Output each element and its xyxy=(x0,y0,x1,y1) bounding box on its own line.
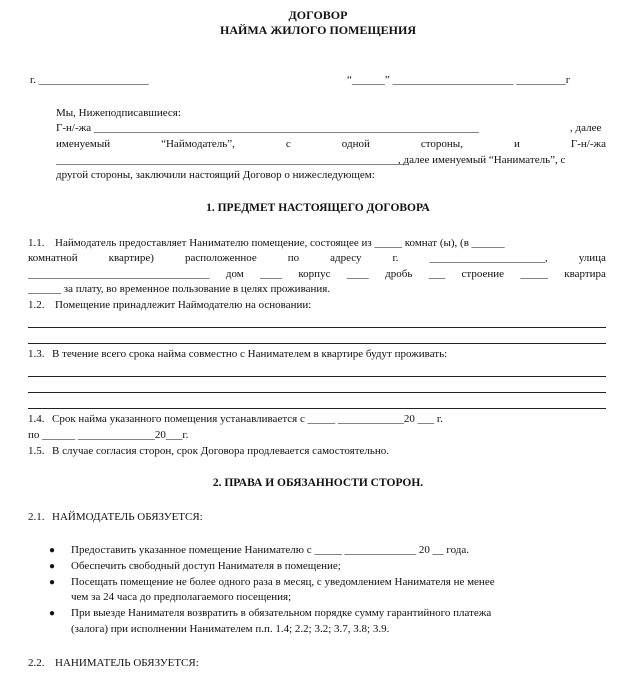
intro-line-1: Мы, Нижеподписавшиеся: xyxy=(56,107,181,119)
landlord-name-field: Г-н/-жа ______________________________________________________________________ xyxy=(56,122,479,134)
clause-1-2-number: 1.2. xyxy=(28,299,45,311)
bullet-icon: ● xyxy=(49,545,56,556)
city-field: г. ____________________ xyxy=(30,74,149,86)
section-2-heading: 2. ПРАВА И ОБЯЗАННОСТИ СТОРОН. xyxy=(212,477,424,489)
clause-1-4-number: 1.4. xyxy=(28,413,45,425)
list-item-continuation: (залога) при исполнении Нанимателем п.п. 1.4; 2.2; 3.2; 3.7, 3.8; 3.9. xyxy=(71,623,390,635)
section-1-heading: 1. ПРЕДМЕТ НАСТОЯЩЕГО ДОГОВОРА xyxy=(206,202,430,214)
date-field: “______” ______________________ _________г xyxy=(347,74,571,86)
list-item: При выезде Нанимателя возвратить в обязательном порядке сумму гарантийного платежа xyxy=(71,607,492,619)
bullet-icon: ● xyxy=(49,561,56,572)
blank-line xyxy=(28,408,606,409)
clause-1-1-line-1: Наймодатель предоставляет Нанимателю помещение, состоящее из _____ комнат (ы), (в ______ xyxy=(55,237,505,249)
bullet-icon: ● xyxy=(49,577,56,588)
clause-1-2-text: Помещение принадлежит Наймодателю на основании: xyxy=(55,299,312,311)
bullet-icon: ● xyxy=(49,608,56,619)
clause-1-4-text: Срок найма указанного помещения устанавливается с _____ ____________20 ___ г. xyxy=(52,413,443,425)
intro-line-2-end: , далее xyxy=(570,122,602,134)
clause-2-1-number: 2.1. xyxy=(28,511,45,523)
clause-2-2-text: НАНИМАТЕЛЬ ОБЯЗУЕТСЯ: xyxy=(55,657,199,669)
list-item: Посещать помещение не более одного раза в месяц, с уведомлением Нанимателя не менее xyxy=(71,576,495,588)
clause-1-3-text: В течение всего срока найма совместно с Нанимателем в квартире будут проживать: xyxy=(52,348,448,360)
intro-line-3: именуемый “Наймодатель”, с одной стороны, и Г-н/-жа xyxy=(56,138,606,150)
clause-1-5-number: 1.5. xyxy=(28,445,45,457)
intro-line-4-end: , далее именуемый “Наниматель”, с xyxy=(398,154,566,166)
clause-1-5-text: В случае согласия сторон, срок Договора продлевается самостоятельно. xyxy=(52,445,390,457)
blank-line xyxy=(28,376,606,377)
tenant-name-field: ________________________________________________________________ xyxy=(56,154,408,166)
clause-2-2-number: 2.2. xyxy=(28,657,45,669)
clause-1-4-line-2: по ______ ______________20___г. xyxy=(28,429,189,441)
document-title: ДОГОВОР xyxy=(288,8,348,22)
clause-2-1-text: НАЙМОДАТЕЛЬ ОБЯЗУЕТСЯ: xyxy=(52,511,203,523)
clause-1-1-line-3: _________________________________ дом ____ корпус ____ дробь ___ строение _____ квартира xyxy=(28,268,606,280)
clause-1-1-number: 1.1. xyxy=(28,237,45,249)
blank-line xyxy=(28,327,606,328)
clause-1-1-line-2: комнатной квартире) расположенное по адресу г. _____________________, улица xyxy=(28,252,606,264)
intro-line-5: другой стороны, заключили настоящий Договор о нижеследующем: xyxy=(56,169,375,181)
document-subtitle: НАЙМА ЖИЛОГО ПОМЕЩЕНИЯ xyxy=(220,23,416,37)
clause-1-3-number: 1.3. xyxy=(28,348,45,360)
blank-line xyxy=(28,392,606,393)
list-item: Предоставить указанное помещение Нанимателю с _____ _____________ 20 __ года. xyxy=(71,544,470,556)
list-item: Обеспечить свободный доступ Нанимателя в помещение; xyxy=(71,560,341,572)
list-item-continuation: чем за 24 часа до предполагаемого посещения; xyxy=(71,591,292,603)
clause-1-1-line-4: ______ за плату, во временное пользование в целях проживания. xyxy=(28,283,331,295)
blank-line xyxy=(28,343,606,344)
